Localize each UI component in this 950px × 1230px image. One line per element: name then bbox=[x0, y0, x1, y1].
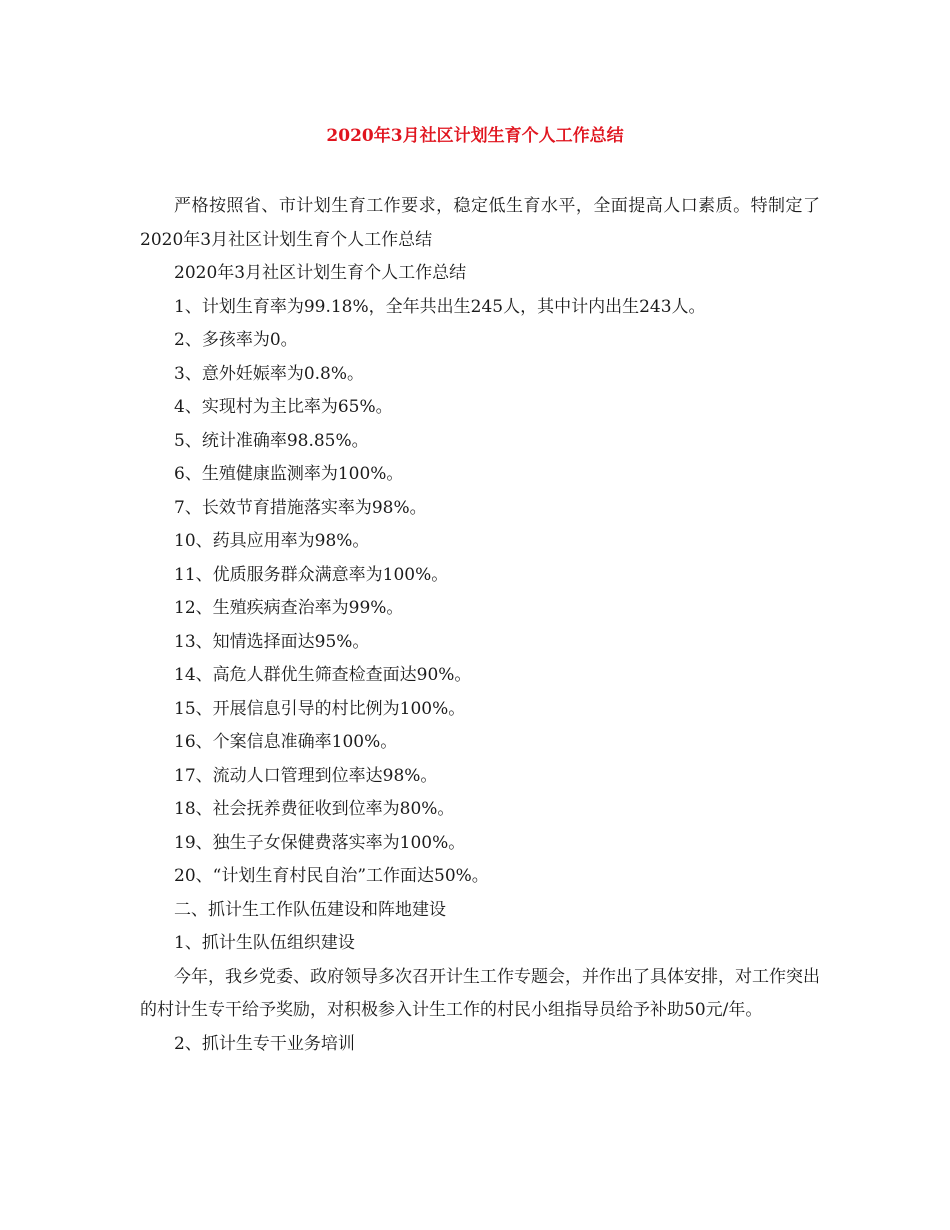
list-item: 4、实现村为主比率为65%。 bbox=[174, 397, 393, 417]
list-item: 19、独生子女保健费落实率为100%。 bbox=[174, 832, 466, 853]
list-item: 11、优质服务群众满意率为100%。 bbox=[174, 564, 449, 585]
list-item: 2、多孩率为0。 bbox=[174, 330, 298, 350]
subsection-heading: 1、抓计生队伍组织建设 bbox=[174, 933, 355, 953]
list-item: 6、生殖健康监测率为100%。 bbox=[174, 464, 404, 484]
list-item: 15、开展信息引导的村比例为100%。 bbox=[174, 698, 466, 719]
document-body bbox=[140, 190, 820, 1061]
list-item: 20、“计划生育村民自治”工作面达50%。 bbox=[174, 866, 489, 886]
list-item: 13、知情选择面达95%。 bbox=[174, 631, 370, 652]
list-item: 18、社会抚养费征收到位率为80%。 bbox=[174, 799, 455, 819]
paragraph-subtitle: 2020年3月社区计划生育个人工作总结 bbox=[174, 263, 467, 283]
list-item: 17、流动人口管理到位率达98%。 bbox=[174, 765, 438, 786]
paragraph-body: 今年，我乡党委、政府领导多次召开计生工作专题会，并作出了具体安排，对工作突出的村计生专干给予奖励，对积极参入计生工作的村民小组指导员给予补助50元/年。 bbox=[140, 966, 820, 1020]
paragraph-intro: 严格按照省、市计划生育工作要求，稳定低生育水平，全面提高人口素质。特制定了2020年3月社区计划生育个人工作总结 bbox=[140, 196, 820, 250]
list-item: 5、统计准确率98.85%。 bbox=[174, 430, 369, 451]
list-item: 7、长效节育措施落实率为98%。 bbox=[174, 497, 427, 518]
list-item: 12、生殖疾病查治率为99%。 bbox=[174, 598, 404, 618]
list-item: 3、意外妊娠率为0.8%。 bbox=[174, 363, 365, 384]
list-item: 14、高危人群优生筛查检查面达90%。 bbox=[174, 665, 472, 685]
list-item: 1、计划生育率为99.18%，全年共出生245人，其中计内出生243人。 bbox=[174, 296, 706, 317]
section-heading: 二、抓计生工作队伍建设和阵地建设 bbox=[174, 899, 446, 920]
list-item: 16、个案信息准确率100%。 bbox=[174, 732, 398, 752]
document-title: 2020年3月社区计划生育个人工作总结 bbox=[326, 126, 624, 146]
subsection-heading: 2、抓计生专干业务培训 bbox=[174, 1033, 355, 1054]
list-item: 10、药具应用率为98%。 bbox=[174, 531, 370, 551]
